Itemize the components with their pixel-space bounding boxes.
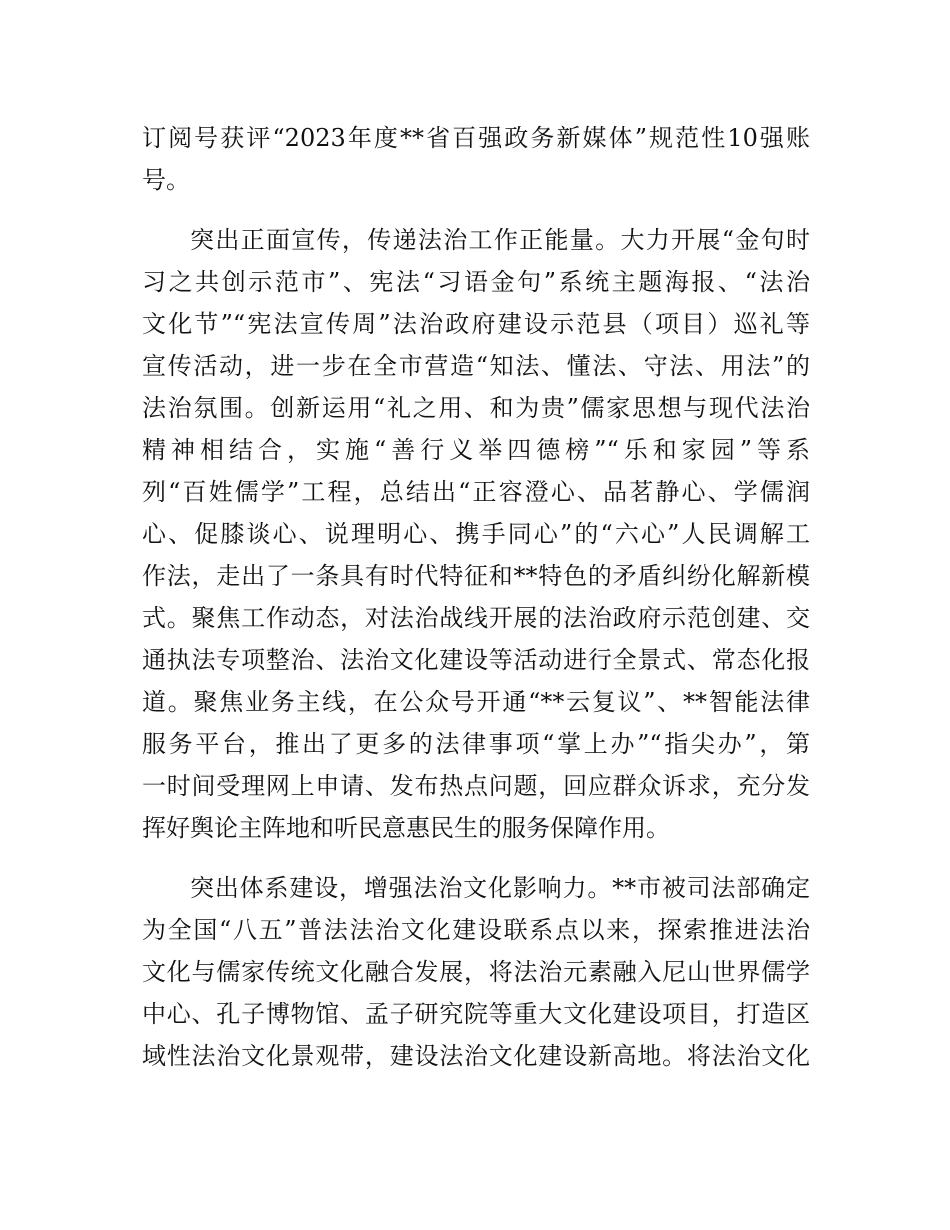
text-line: 列“百姓儒学”工程，总结出“正容澄心、品茗静心、学儒润 bbox=[142, 478, 810, 506]
text-line: 通执法专项整治、法治文化建设等活动进行全景式、常态化报 bbox=[142, 646, 810, 674]
text-line: 作法，走出了一条具有时代特征和**特色的矛盾纠纷化解新模 bbox=[142, 562, 810, 590]
text-line: 服务平台，推出了更多的法律事项“掌上办”“指尖办”，第 bbox=[142, 730, 810, 758]
text-line: 法治氛围。创新运用“礼之用、和为贵”儒家思想与现代法治 bbox=[142, 394, 810, 422]
text-line: 式。聚焦工作动态，对法治战线开展的法治政府示范创建、交 bbox=[142, 604, 810, 632]
text-line: 域性法治文化景观带，建设法治文化建设新高地。将法治文化 bbox=[142, 1042, 810, 1070]
paragraph-first-line: 突出正面宣传，传递法治工作正能量。大力开展“金句时 bbox=[190, 226, 810, 254]
paragraph-first-line: 突出体系建设，增强法治文化影响力。**市被司法部确定 bbox=[190, 874, 810, 902]
text-line: 宣传活动，进一步在全市营造“知法、懂法、守法、用法”的 bbox=[142, 352, 810, 380]
text-line: 一时间受理网上申请、发布热点问题，回应群众诉求，充分发 bbox=[142, 772, 810, 800]
text-line: 订阅号获评“2023年度**省百强政务新媒体”规范性10强账 bbox=[142, 124, 810, 152]
text-line: 挥好舆论主阵地和听民意惠民生的服务保障作用。 bbox=[142, 814, 670, 842]
text-line: 为全国“八五”普法法治文化建设联系点以来，探索推进法治 bbox=[142, 916, 810, 944]
text-line: 文化节”“宪法宣传周”法治政府建设示范县（项目）巡礼等 bbox=[142, 310, 810, 338]
text-line: 心、促膝谈心、说理明心、携手同心”的“六心”人民调解工 bbox=[142, 520, 810, 548]
text-line: 号。 bbox=[142, 166, 190, 194]
text-line: 精神相结合，实施“善行义举四德榜”“乐和家园”等系 bbox=[142, 436, 810, 464]
text-line: 中心、孔子博物馆、孟子研究院等重大文化建设项目，打造区 bbox=[142, 1000, 810, 1028]
text-line: 习之共创示范市”、宪法“习语金句”系统主题海报、“法治 bbox=[142, 268, 810, 296]
text-line: 道。聚焦业务主线，在公众号开通“**云复议”、**智能法律 bbox=[142, 688, 810, 716]
text-line: 文化与儒家传统文化融合发展，将法治元素融入尼山世界儒学 bbox=[142, 958, 810, 986]
